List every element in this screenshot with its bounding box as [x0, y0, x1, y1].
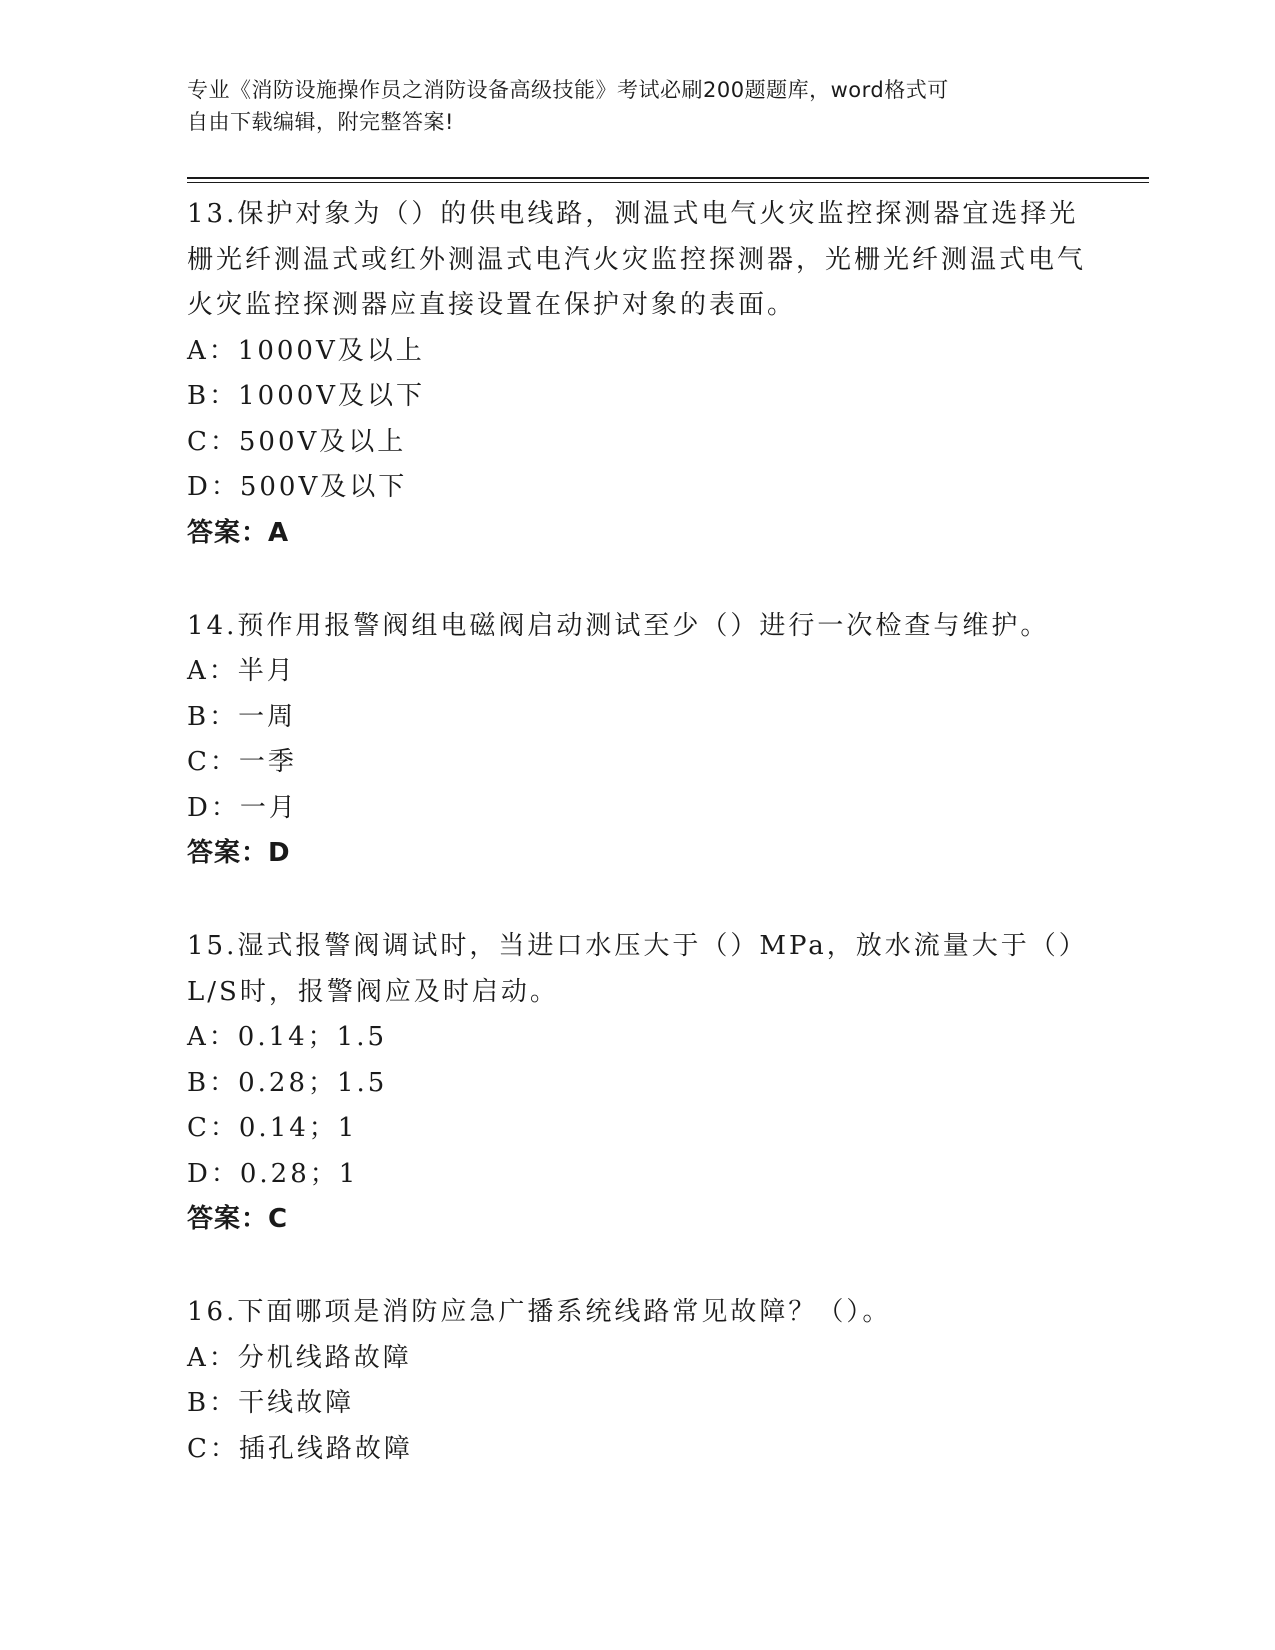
option-b: B：1000V及以下 [187, 381, 426, 411]
question-spacer [187, 1243, 1087, 1289]
option-d: D：500V及以下 [187, 472, 408, 502]
question-stem: 15.湿式报警阀调试时，当进口水压大于（）MPa，放水流量大于（）L/S时，报警阀应及时启动。 [187, 931, 1075, 1007]
option-b: B：0.28；1.5 [187, 1067, 388, 1098]
document-header [187, 74, 1067, 138]
question-16 [187, 1288, 1087, 1472]
question-spacer [187, 556, 1087, 602]
option-d: D：0.28；1 [187, 1158, 359, 1189]
option-c: C：0.14；1 [187, 1113, 358, 1143]
option-a: A：半月 [187, 656, 296, 686]
option-c: C：一季 [187, 747, 297, 777]
answer-label: 答案：C [187, 1204, 289, 1234]
option-a: A：1000V及以上 [187, 335, 425, 366]
header-divider-thick [187, 177, 1149, 179]
question-spacer [187, 877, 1087, 923]
option-b: B：一周 [187, 701, 297, 732]
question-14 [187, 602, 1087, 877]
header-line-2: 自由下载编辑，附完整答案! [187, 110, 454, 134]
question-13 [187, 190, 1087, 556]
question-stem: 14.预作用报警阀组电磁阀启动测试至少（）进行一次检查与维护。 [187, 610, 1050, 641]
option-a: A：分机线路故障 [187, 1342, 412, 1373]
question-stem: 16.下面哪项是消防应急广播系统线路常见故障？（）。 [187, 1297, 892, 1327]
answer-label: 答案：A [187, 517, 290, 548]
header-divider-thin [187, 182, 1149, 183]
question-list [187, 190, 1087, 1472]
option-a: A：0.14；1.5 [187, 1022, 388, 1052]
answer-label: 答案：D [187, 838, 291, 868]
question-stem: 13.保护对象为（）的供电线路，测温式电气火灾监控探测器宜选择光栅光纤测温式或红外测温式电汽火灾监控探测器，光栅光纤测温式电气火灾监控探测器应直接设置在保护对象的表面。 [187, 199, 1087, 320]
option-c: C：插孔线路故障 [187, 1433, 413, 1464]
option-d: D：一月 [187, 792, 298, 823]
header-line-1: 专业《消防设施操作员之消防设备高级技能》考试必刷200题题库，word格式可 [187, 78, 949, 102]
question-15 [187, 922, 1087, 1243]
option-b: B：干线故障 [187, 1388, 355, 1418]
option-c: C：500V及以上 [187, 426, 407, 457]
